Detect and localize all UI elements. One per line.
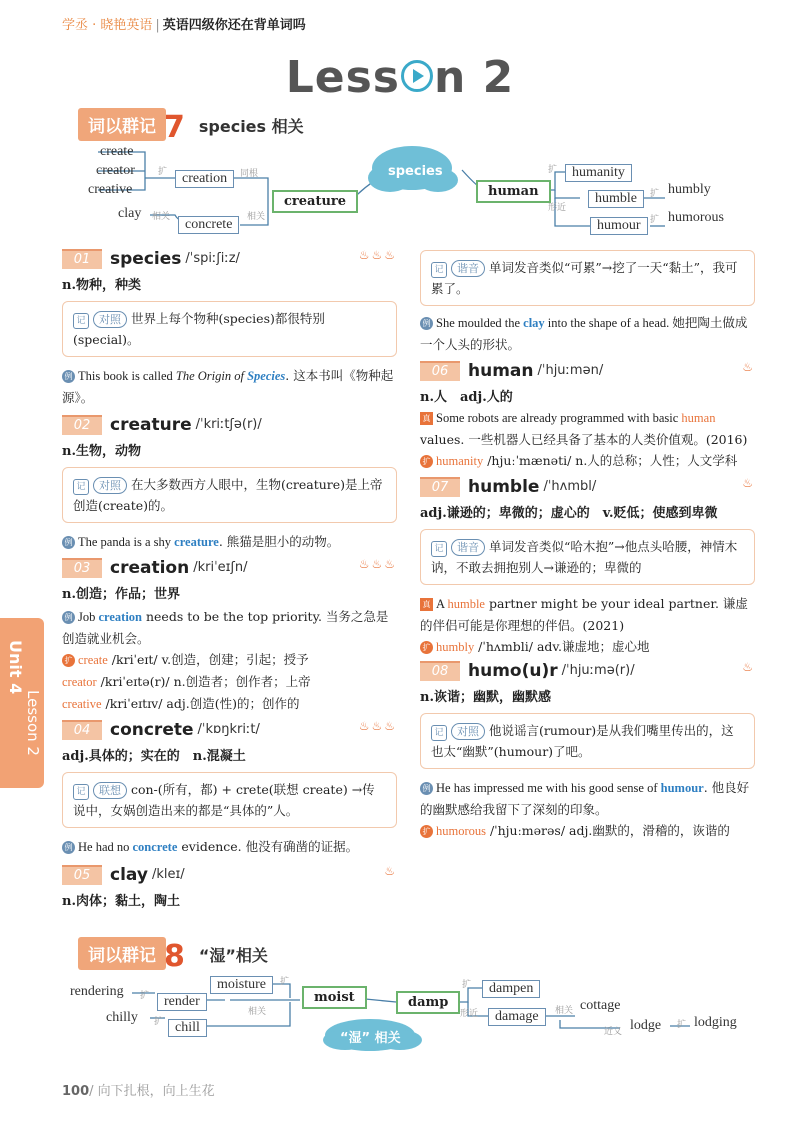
node-moist: moist — [302, 986, 367, 1009]
extension: 扩 humorous /ˈhjuːmərəs/ adj.幽默的，滑稽的，诙谐的 — [420, 820, 755, 842]
extend-icon: 扩 — [420, 825, 433, 838]
extend-icon: 扩 — [62, 654, 75, 667]
node-moisture: moisture — [210, 976, 273, 994]
node-creature: creature — [272, 190, 358, 213]
example: 例 This book is called The Origin of Species. 这本书叫《物种起源》。 — [62, 368, 394, 405]
node-chilly: chilly — [106, 1010, 138, 1025]
star-icon: ♨♨♨ — [358, 719, 397, 733]
node-humanity: humanity — [565, 164, 632, 182]
memo-icon: 记 — [73, 313, 89, 329]
entry-clay: 05 clay /kleɪ/ ♨ — [62, 864, 397, 886]
node-damage: damage — [488, 1008, 546, 1026]
exam-icon: 真 — [420, 412, 433, 425]
extension: 扩 humbly /ˈhʌmbli/ adv.谦虚地；虚心地 — [420, 636, 755, 658]
group7-title: 词以群记 7 species 相关 — [78, 108, 304, 145]
group7-badge: 词以群记 — [78, 108, 166, 141]
entry-humble: 07 humble /ˈhʌmbl/ ♨ — [420, 476, 755, 498]
node-creative: creative — [88, 182, 133, 197]
example: 例 He had no concrete evidence. 他没有确凿的证据。 — [62, 836, 397, 858]
memo-icon: 记 — [431, 725, 447, 741]
node-chill: chill — [168, 1019, 207, 1037]
note-box: 记 对照 他说谣言(rumour)是从我们嘴里传出的，这也太“幽默”(humour)了吧。 — [420, 713, 755, 769]
memo-icon: 记 — [73, 479, 89, 495]
node-humorous: humorous — [668, 210, 724, 225]
star-icon: ♨ — [742, 660, 755, 674]
node-lodging: lodging — [694, 1015, 737, 1030]
example-icon: 例 — [62, 611, 75, 624]
node-lodge: lodge — [630, 1018, 662, 1033]
node-rendering: rendering — [70, 984, 124, 999]
entry-creation: 03 creation /kriˈeɪʃn/ ♨♨♨ — [62, 557, 397, 579]
memo-icon: 记 — [431, 262, 447, 278]
example: 例 The panda is a shy creature. 熊猫是胆小的动物。 — [62, 531, 397, 553]
example-icon: 例 — [420, 317, 433, 330]
node-humour: humour — [590, 217, 648, 235]
node-cottage: cottage — [580, 998, 621, 1013]
memo-icon: 记 — [431, 541, 447, 557]
node-clay: clay — [118, 206, 142, 221]
entry-creature: 02 creature /ˈkriːtʃə(r)/ — [62, 414, 397, 436]
left-column: 01 species /ˈspiːʃiːz/ ♨♨♨ n.物种，种类 记 对照 世界上每个物种(species)都很特别(special)。 例 This book is called The Origin of Species. 这本书叫《物种起源》。 02 creature /ˈkriːtʃə(r)/ n.生物，动物 记 对照 在大多数西方人眼中，生物(creature)是上帝创造(create)的。 例 The panda is a shy creature. 熊猫是胆小的动物。 03 creation /kriˈeɪʃn/ ♨♨♨ n.创造；作品；世界 例 Job creation needs to be the top priority. 当务之急是创造就业机会。 扩 create /kriˈeɪt/ v.创造，创建；引起；授予 creator /kriˈeɪtə(r)/ n.创造者；创作者；上帝 creative /kriˈeɪtɪv/ adj.创造(性)的；创作的 04 concrete /ˈkɒŋkriːt/ ♨♨♨ adj.具体的；实在的 n.混凝土 记 联想 con-(所有，都) + crete(联想 create) →传说中，女娲创造出来的都是“具体的”人。 例 He had no concrete evidence. 他没有确凿的证据。 05 clay /kleɪ/ ♨ n.肉体；黏土，陶土 — [62, 248, 397, 909]
note-box: 记 联想 con-(所有，都) + crete(联想 create) →传说中，女娲创造出来的都是“具体的”人。 — [62, 772, 397, 828]
node-damp: damp — [396, 991, 460, 1014]
side-unit: Unit 4 — [6, 640, 25, 695]
example-icon: 例 — [420, 782, 433, 795]
node-species: species — [388, 164, 443, 179]
node-dampen: dampen — [482, 980, 540, 998]
header: 学丞 · 晓艳英语 | 英语四级你还在背单词吗 — [62, 18, 306, 33]
group8-title: 词以群记 8 “湿”相关 — [78, 937, 268, 974]
node-humble: humble — [588, 190, 644, 208]
extension: 扩 create /kriˈeɪt/ v.创造，创建；引起；授予 — [62, 649, 397, 671]
headword: species — [110, 248, 182, 269]
extend-icon: 扩 — [420, 455, 433, 468]
extension: creator /kriˈeɪtə(r)/ n.创造者；创作者；上帝 — [62, 674, 311, 689]
extend-icon: 扩 — [420, 641, 433, 654]
example-icon: 例 — [62, 370, 75, 383]
lesson-title: Less n 2 — [285, 52, 515, 103]
example: 例 She moulded the clay into the shape of a head. 她把陶土做成一个人头的形状。 — [420, 316, 748, 352]
node-wet-center: “湿” 相关 — [340, 1031, 401, 1046]
node-create: create — [100, 144, 134, 159]
right-column: 记 谐音 单词发音类似“可累”→挖了一天“黏土”，我可累了。 例 She moulded the clay into the shape of a head. 她把陶土做成一个人头的形状。 06 human /ˈhjuːmən/ ♨ n.人 adj.人的 真 Some robots are already programmed with basic human values. 一些机器人已经具备了基本的人类价值观。(2016) 扩 humanity /hjuːˈmænəti/ n.人的总称；人性；人文学科 07 humble /ˈhʌmbl/ ♨ adj.谦逊的；卑微的；虚心的 v.贬低；使感到卑微 记 谐音 单词发音类似“哈木抱”→他点头哈腰，神情木讷，不敢去拥抱别人→谦逊的；卑微的 真 A humble partner might be your ideal partner. 谦虚的伴侣可能是你理想的伴侣。(2021) 扩 humbly /ˈhʌmbli/ adv.谦虚地；虚心地 08 humo(u)r /ˈhjuːmə(r)/ ♨ n.诙谐；幽默，幽默感 记 对照 他说谣言(rumour)是从我们嘴里传出的，这也太“幽默”(humour)了吧。 例 He has impressed me with his good sense of humour. 他良好的幽默感给我留下了深刻的印象。 扩 humorous /ˈhjuːmərəs/ adj.幽默的，滑稽的，诙谐的 — [420, 250, 755, 842]
memo-icon: 记 — [73, 784, 89, 800]
play-icon[interactable] — [401, 60, 433, 92]
page-number: 100 — [62, 1084, 90, 1099]
side-lesson: Lesson 2 — [24, 690, 42, 756]
note-box: 记 对照 在大多数西方人眼中，生物(creature)是上帝创造(create)的。 — [62, 467, 397, 523]
node-creator: creator — [96, 163, 135, 178]
star-icon: ♨ — [742, 360, 755, 374]
brand: 学丞 · 晓艳英语 — [62, 18, 153, 33]
example: 例 Job creation needs to be the top priority. 当务之急是创造就业机会。 — [62, 609, 389, 646]
star-icon: ♨♨♨ — [358, 557, 397, 571]
example-icon: 例 — [62, 536, 75, 549]
extension: creative /kriˈeɪtɪv/ adj.创造(性)的；创作的 — [62, 696, 300, 711]
entry-human: 06 human /ˈhjuːmən/ ♨ — [420, 360, 755, 382]
entry-concrete: 04 concrete /ˈkɒŋkriːt/ ♨♨♨ — [62, 719, 397, 741]
exam-example: 真 A humble partner might be your ideal partner. 谦虚的伴侣可能是你理想的伴侣。(2021) — [420, 596, 748, 633]
star-icon: ♨ — [742, 476, 755, 490]
exam-icon: 真 — [420, 598, 433, 611]
note-box: 记 谐音 单词发音类似“哈木抱”→他点头哈腰，神情木讷，不敢去拥抱别人→谦逊的；卑微的 — [420, 529, 755, 585]
example-icon: 例 — [62, 841, 75, 854]
exam-example: 真 Some robots are already programmed with basic human values. 一些机器人已经具备了基本的人类价值观。(2016) — [420, 411, 748, 447]
entry-species: 01 species /ˈspiːʃiːz/ ♨♨♨ — [62, 248, 397, 270]
example: 例 He has impressed me with his good sense of humour. 他良好的幽默感给我留下了深刻的印象。 — [420, 780, 750, 817]
node-human: human — [476, 180, 551, 203]
footer: 100/ 向下扎根，向上生花 — [62, 1084, 215, 1099]
note-box: 记 对照 世界上每个物种(species)都很特别(special)。 — [62, 301, 397, 357]
node-concrete: concrete — [178, 216, 239, 234]
entry-humour: 08 humo(u)r /ˈhjuːmə(r)/ ♨ — [420, 660, 755, 682]
node-render: render — [157, 993, 207, 1011]
note-box: 记 谐音 单词发音类似“可累”→挖了一天“黏土”，我可累了。 — [420, 250, 755, 306]
book-title: 英语四级你还在背单词吗 — [162, 18, 306, 33]
star-icon: ♨ — [384, 864, 397, 878]
star-icon: ♨♨♨ — [358, 248, 397, 262]
node-humbly: humbly — [668, 182, 711, 197]
extension: 扩 humanity /hjuːˈmænəti/ n.人的总称；人性；人文学科 — [420, 450, 755, 472]
node-creation: creation — [175, 170, 234, 188]
